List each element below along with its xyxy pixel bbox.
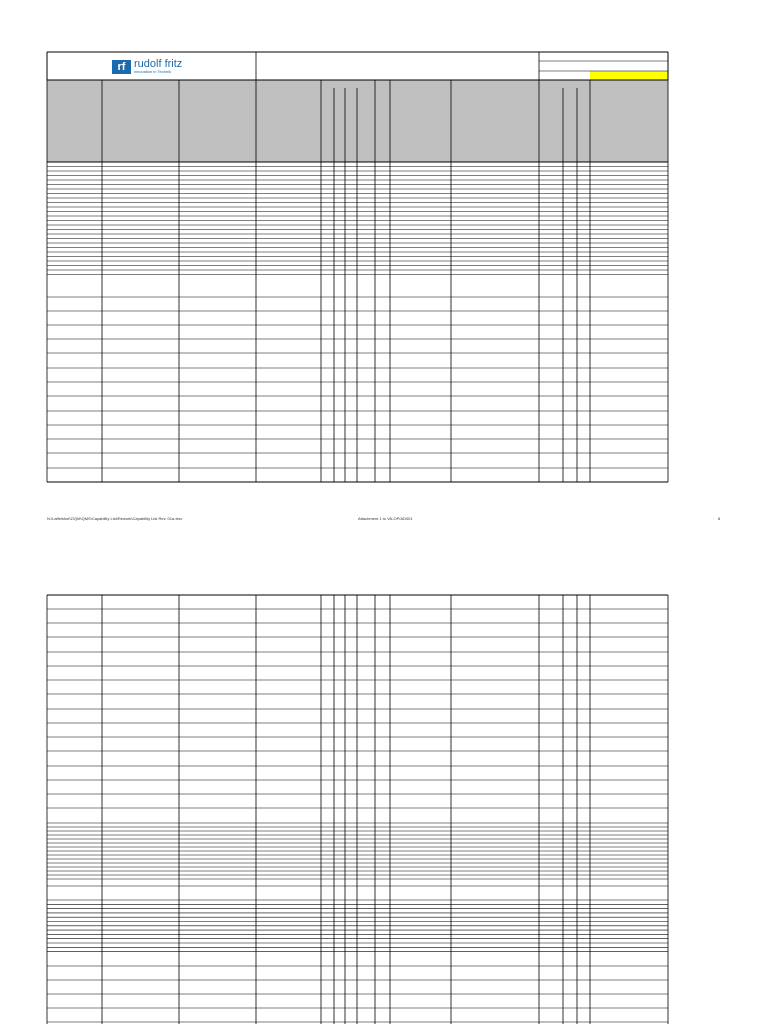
footer-file-path: N:\Laffelshof\Z\QM\QMS\Capability List\Rework\Capability List Rev. 01a.xlsx xyxy=(47,516,183,521)
logo-name: rudolf fritz xyxy=(134,58,183,70)
column-header-fill xyxy=(47,80,668,162)
logo-mark: rf xyxy=(112,60,131,74)
footer-attachment: Attachment 1 to VA-OP/AD001 xyxy=(358,516,413,521)
logo-tagline: innovation in Technik xyxy=(134,69,172,74)
highlighted-cell xyxy=(590,71,668,80)
footer-page-number: 8 xyxy=(718,516,721,521)
